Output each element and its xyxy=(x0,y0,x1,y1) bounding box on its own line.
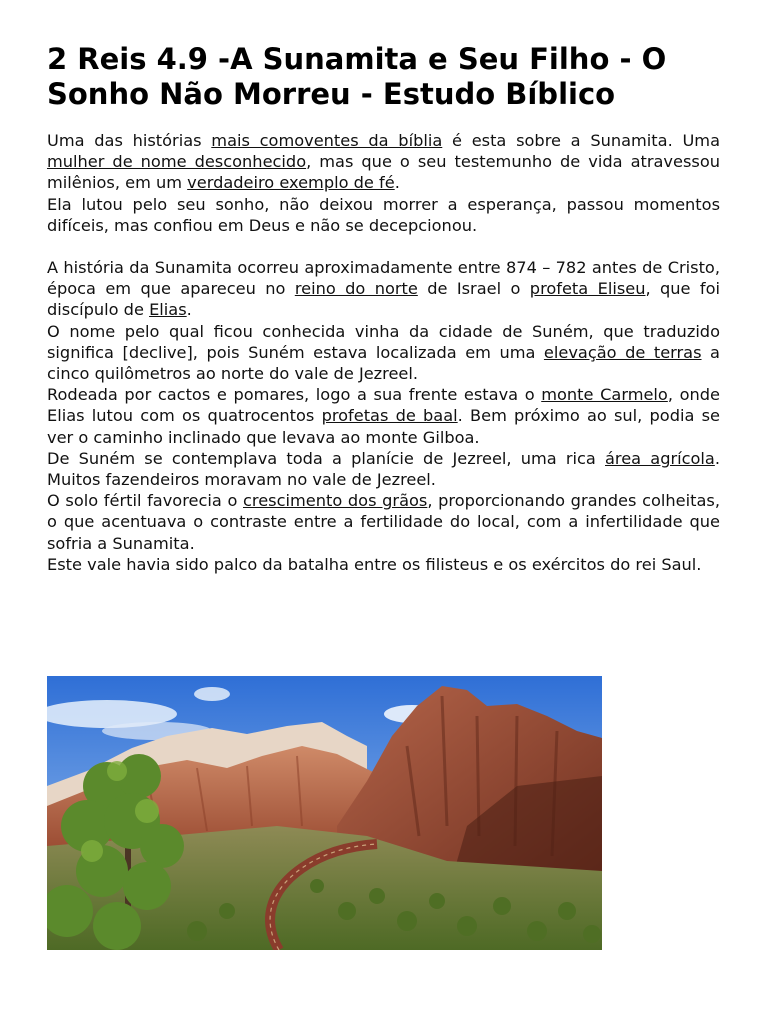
paragraph xyxy=(47,321,720,385)
paragraph-text: , mas que o seu testemunho de vida atravessou milênios, em um xyxy=(47,152,720,193)
paragraph xyxy=(47,554,720,575)
paragraph xyxy=(47,194,720,236)
inline-link[interactable]: área agrícola xyxy=(605,448,715,468)
paragraph xyxy=(47,490,720,554)
paragraph-text: Este vale havia sido palco da batalha entre os filisteus e os exércitos do rei Saul. xyxy=(47,554,702,574)
paragraph xyxy=(47,130,720,194)
paragraph xyxy=(47,257,720,321)
inline-link[interactable]: mulher de nome desconhecido xyxy=(47,152,307,172)
page-title: 2 Reis 4.9 -A Sunamita e Seu Filho - O Sonho Não Morreu - Estudo Bíblico xyxy=(47,42,667,111)
paragraph-text: . xyxy=(394,173,400,193)
paragraph-text: . Bem próximo ao sul, podia se ver o caminho inclinado que levava ao monte Gilboa. xyxy=(47,406,720,447)
inline-link[interactable]: elevação de terras xyxy=(543,342,702,362)
inline-link[interactable]: verdadeiro exemplo de fé xyxy=(187,173,395,193)
paragraph-text: . Muitos fazendeiros moravam no vale de Jezreel. xyxy=(47,448,720,490)
inline-link[interactable]: crescimento dos grãos xyxy=(243,491,428,511)
paragraph-text: de Israel o xyxy=(417,279,530,299)
paragraph-text: A história da Sunamita ocorreu aproximadamente entre 874 – 782 antes de Cristo, época em que apareceu no xyxy=(47,258,720,299)
paragraph-text: De Suném se contemplava toda a planície de Jezreel, uma rica xyxy=(47,448,605,468)
paragraph-text: Rodeada por cactos e pomares, logo a sua frente estava o xyxy=(47,385,542,405)
paragraph-text: Ela lutou pelo seu sonho, não deixou morrer a esperança, passou momentos difíceis, mas confiou em Deus e não se decepcionou. xyxy=(47,194,720,235)
paragraph-text: , proporcionando grandes colheitas, o que acentuava o contraste entre a fertilidade do local, com a infertilidade que sofria a Sunamita. xyxy=(47,491,720,553)
inline-link[interactable]: Elias xyxy=(149,300,187,320)
paragraph-text: O solo fértil favorecia o xyxy=(47,491,243,511)
paragraph-text: , onde Elias lutou com os quatrocentos xyxy=(47,385,720,426)
paragraph-text: . xyxy=(186,300,192,320)
paragraph-text: O nome pelo qual ficou conhecida vinha da cidade de Suném, que traduzido significa [declive], pois Suném estava localizada em uma xyxy=(47,321,720,362)
inline-link[interactable]: profeta Eliseu xyxy=(529,279,646,299)
article-body xyxy=(47,130,720,575)
paragraph xyxy=(47,448,720,490)
paragraph-text: , que foi discípulo de xyxy=(47,279,721,320)
inline-link[interactable]: reino do norte xyxy=(294,279,418,299)
inline-link[interactable]: mais comoventes da bíblia xyxy=(211,131,443,150)
inline-link[interactable]: monte Carmelo xyxy=(541,385,668,405)
paragraph-text: a cinco quilômetros ao norte do vale de Jezreel. xyxy=(47,342,720,384)
inline-link[interactable]: profetas de baal xyxy=(321,406,458,426)
paragraph xyxy=(47,384,720,448)
paragraph-text: Uma das histórias xyxy=(47,131,212,150)
canyon-landscape-photo xyxy=(47,676,602,950)
paragraph-text: é esta sobre a Sunamita. Uma xyxy=(442,131,720,150)
